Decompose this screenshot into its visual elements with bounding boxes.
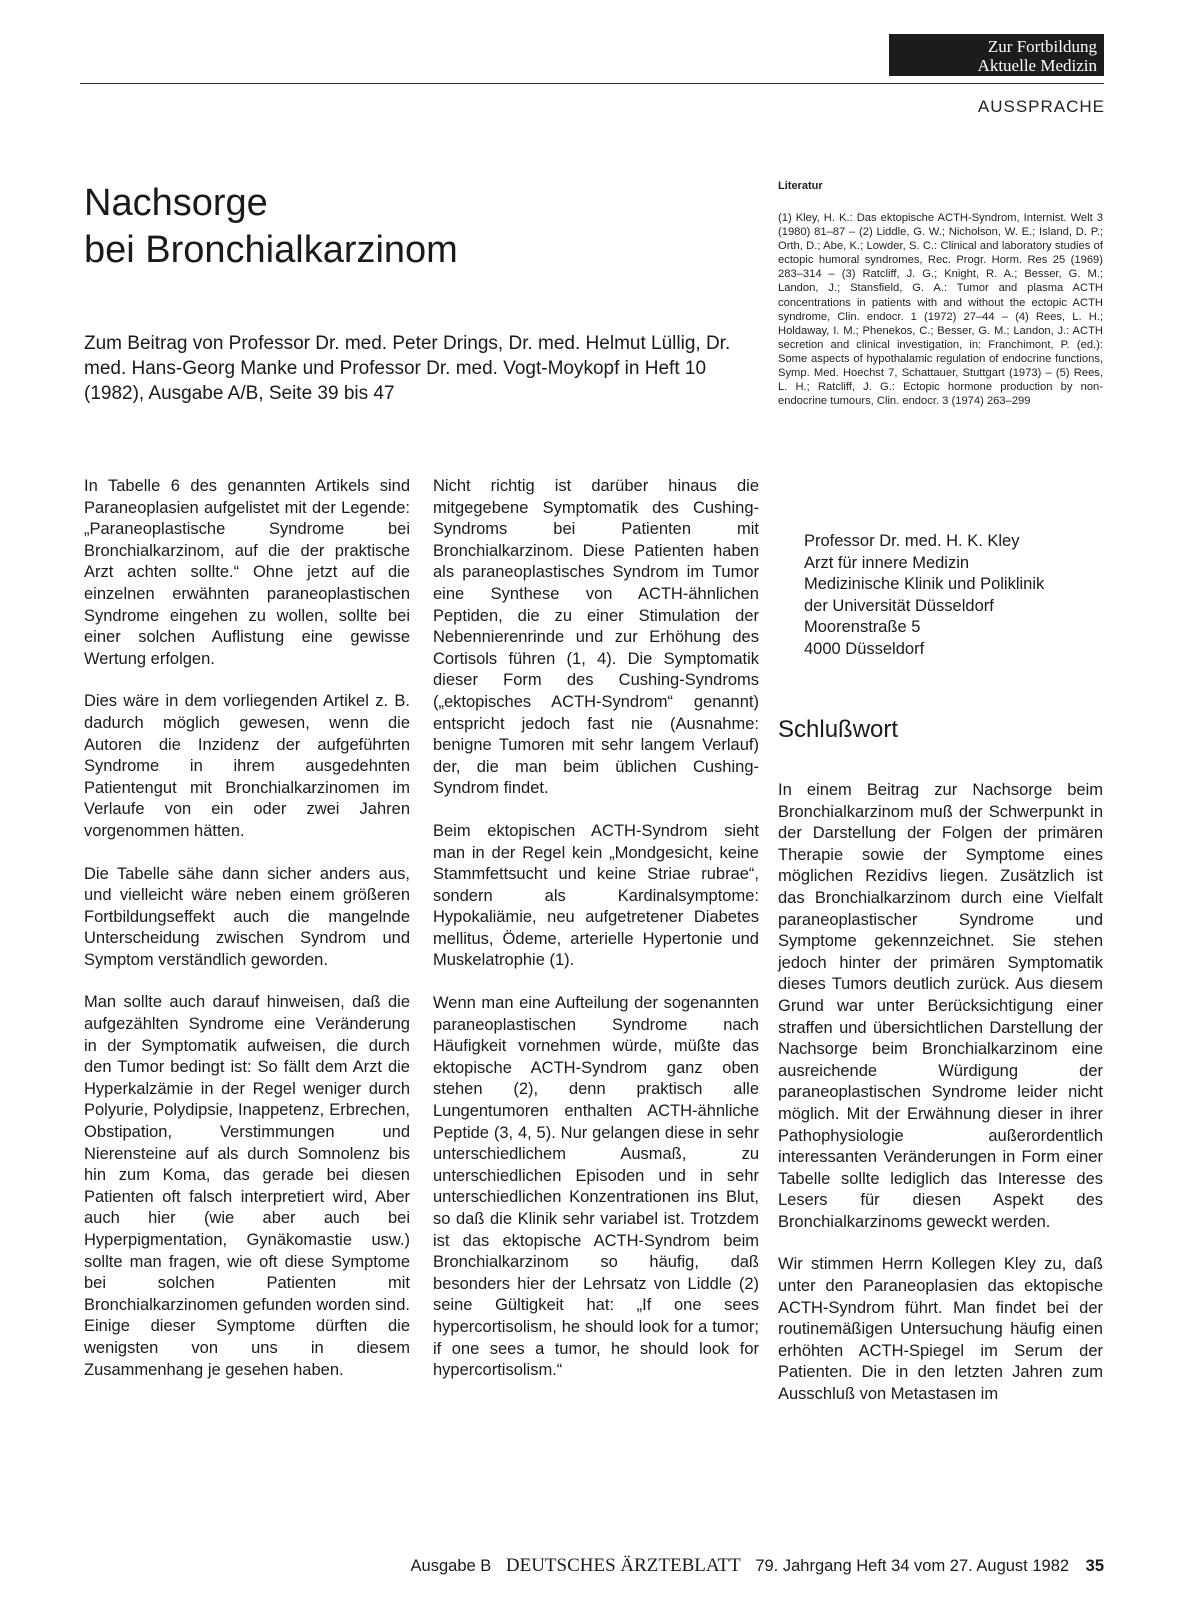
paragraph: Beim ektopischen ACTH-Syndrom sieht man in der Regel kein „Mondgesicht, keine Stammfettsucht und keine Striae rubrae“, sondern als Kardinalsymptome: Hypokaliämie, neu aufgetretener Diabetes mellitus, Ödeme, arterielle Hypertonie und Muskelatrophie (1). — [433, 821, 759, 970]
footer-journal: DEUTSCHES ÄRZTEBLATT — [505, 1555, 741, 1576]
footer-issue: 79. Jahrgang Heft 34 vom 27. August 1982 — [755, 1557, 1070, 1575]
paragraph: Wir stimmen Herrn Kollegen Kley zu, daß unter den Paraneoplasien das ektopische ACTH-Syndrom führt. Man findet bei der routinemäßigen Untersuchung häufig einen erhöhten ACTH-Spiegel im Serum der Patienten. Die in den letzten Jahren zum Ausschluß von Metastasen im — [778, 1255, 1103, 1404]
title-line-2: bei Bronchialkarzinom — [84, 229, 458, 271]
address-line: Moorenstraße 5 — [804, 618, 921, 637]
section-badge — [889, 34, 1104, 76]
author-address — [804, 531, 1114, 661]
address-line: Professor Dr. med. H. K. Kley — [804, 532, 1020, 550]
page-footer — [0, 1555, 1104, 1577]
page-number: 35 — [1085, 1557, 1104, 1575]
column-3 — [778, 780, 1103, 1427]
badge-line-2: Aktuelle Medizin — [977, 56, 1097, 75]
article-title — [84, 180, 704, 274]
column-2 — [433, 476, 759, 1403]
paragraph: Man sollte auch darauf hinweisen, daß die aufgezählten Syndrome eine Veränderung in der Symptomatik aufweisen, die durch den Tumor bedingt ist: So fällt dem Arzt die Hyperkalzämie in der Regel weniger durch Polyurie, Polydipsie, Inappetenz, Erbrechen, Obstipation, Verstimmungen und Nierensteine auf als durch Somnolenz bis hin zum Koma, das gerade bei diesen Patienten oft falsch interpretiert wird, Aber auch hier (wie aber auch bei Hyperpigmentation, Gynäkomastie usw.) sollte man fragen, wie oft diese Symptome bei solchen Patienten mit Bronchialkarzinomen gefunden worden sind. Einige dieser Symptome dürften die wenigsten von uns in diesem Zusammenhang je gesehen haben. — [84, 993, 410, 1379]
paragraph: In Tabelle 6 des genannten Artikels sind Paraneoplasien aufgelistet mit der Legende: „Paraneoplastische Syndrome bei Bronchialkarzinom, auf die der praktische Arzt achten sollte.“ Ohne jetzt auf die einzelnen erwähnten paraneoplastischen Syndrome eingehen zu wollen, sollte bei einer solchen Auflistung eine gewisse Wertung erfolgen. — [84, 477, 410, 668]
header-rule — [80, 83, 1104, 84]
address-line: Medizinische Klinik und Poliklinik — [804, 575, 1045, 594]
literature-heading: Literatur — [778, 180, 823, 192]
address-line: Arzt für innere Medizin — [804, 553, 970, 572]
closing-heading: Schlußwort — [778, 716, 899, 743]
article-subtitle: Zum Beitrag von Professor Dr. med. Peter Drings, Dr. med. Helmut Lüllig, Dr. med. Hans-Georg Manke und Professor Dr. med. Vogt-Moykopf in Heft 10 (1982), Ausgabe A/B, Seite 39 bis 47 — [84, 333, 731, 404]
literature-list: (1) Kley, H. K.: Das ektopische ACTH-Syndrom, Internist. Welt 3 (1980) 81–87 – (2) Liddle, G. W.; Nicholson, W. E.; Island, D. P.; Orth, D.; Abe, K.; Lowder, S. C.: Clinical and laboratory studies of ectopic humoral syndromes, Rec. Progr. Horm. Res 25 (1969) 283–314 – (3) Ratcliff, J. G.; Knight, R. A.; Besser, G. M.; Landon, J.; Stansfield, G. A.: Tumor and plasma ACTH concentrations in patients with and without the ectopic ACTH syndrome, Clin. endocr. 1 (1972) 27–44 – (4) Rees, L. H.; Holdaway, I. M.; Phenekos, C.; Besser, G. M.; Landon, J.: ACTH secretion and clinical investigation, in: Franchimont, P. (ed.): Some aspects of hypothalamic regulation of endocrine functions, Symp. Med. Hoechst 7, Schattauer, Stuttgart (1973) – (5) Rees, L. H.; Ratcliff, J. G.: Ectopic hormone production by non-endocrine tumours, Clin. endocr. 3 (1974) 263–299 — [778, 212, 1103, 408]
badge-line-1: Zur Fortbildung — [987, 37, 1097, 56]
column-1 — [84, 476, 410, 1402]
footer-edition: Ausgabe B — [410, 1557, 492, 1575]
address-line: 4000 Düsseldorf — [804, 639, 925, 658]
paragraph: Nicht richtig ist darüber hinaus die mitgegebene Symptomatik des Cushing-Syndroms bei Patienten mit Bronchialkarzinom. Diese Patienten haben als paraneoplastisches Syndrom im Tumor eine Synthese von ACTH-ähnlichen Peptiden, die zu einer Stimulation der Nebennierenrinde und zur Erhöhung des Cortisols führen (1, 4). Die Symptomatik dieser Form des Cushing-Syndroms („ektopisches ACTH-Syndrom“ genannt) entspricht jedoch fast nie (Ausnahme: benigne Tumoren mit sehr langem Verlauf) der, die man beim üblichen Cushing-Syndrom findet. — [433, 477, 759, 798]
paragraph: Wenn man eine Aufteilung der sogenannten paraneoplastischen Syndrome nach Häufigkeit vornehmen würde, müßte das ektopische ACTH-Syndrom ganz oben stehen (2), denn praktisch alle Lungentumoren enthalten ACTH-ähnliche Peptide (3, 4, 5). Nur gelangen diese in sehr unterschiedlichem Ausmaß, zu unterschiedlichen Episoden und in sehr unterschiedlichen Konzentrationen ins Blut, so daß die Klinik sehr variabel ist. Trotzdem ist das ektopische ACTH-Syndrom beim Bronchialkarzinom so häufig, daß besonders hier der Lehrsatz von Liddle (2) seine Gültigkeit hat: „If one sees hypercortisolism, he should look for a tumor; if one sees a tumor, he should look for hypercortisolism.“ — [433, 994, 759, 1380]
paragraph: Die Tabelle sähe dann sicher anders aus, und vielleicht wäre neben einem größeren Fortbildungseffekt auch die mangelnde Unterscheidung zwischen Syndrom und Symptom verständlich geworden. — [84, 864, 410, 969]
paragraph: In einem Beitrag zur Nachsorge beim Bronchialkarzinom muß der Schwerpunkt in der Darstellung der Folgen der primären Therapie sowie der Symptome eines möglichen Rezidivs liegen. Zusätzlich ist das Bronchialkarzinom durch eine Vielfalt paraneoplastischer Syndrome und Symptome gekennzeichnet. Sie stehen jedoch hinter der primären Symptomatik dieses Tumors deutlich zurück. Aus diesem Grund war unter Berücksichtigung einer straffen und übersichtlichen Darstellung der Nachsorge beim Bronchialkarzinom eine ausreichende Würdigung der paraneoplastischen Syndrome leider nicht möglich. Mit der Erwähnung dieser in ihrer Pathophysiologie außerordentlich interessanten Veränderungen in Form einer Tabelle sollte lediglich das Interesse des Lesers für diesen Aspekt des Bronchialkarzinoms geweckt werden. — [778, 781, 1103, 1231]
title-line-1: Nachsorge — [84, 182, 268, 224]
address-line: der Universität Düsseldorf — [804, 596, 994, 615]
paragraph: Dies wäre in dem vorliegenden Artikel z. B. dadurch möglich gewesen, wenn die Autoren die Inzidenz der aufgeführten Syndrome in ihrem ausgedehnten Patientengut mit Bronchialkarzinomen im Verlaufe von ein oder zwei Jahren vorgenommen hätten. — [84, 692, 410, 840]
section-tag: AUSSPRACHE — [977, 97, 1105, 116]
